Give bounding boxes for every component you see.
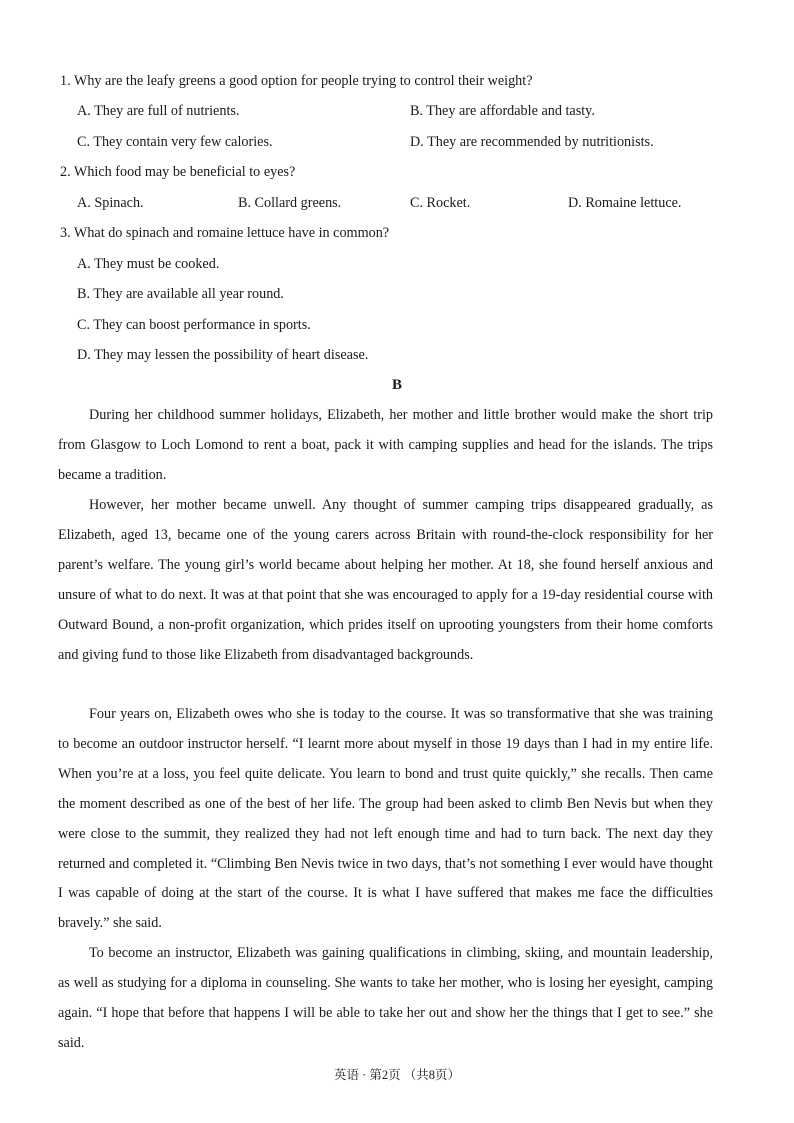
question-1-option-a: A. They are full of nutrients. bbox=[77, 103, 240, 119]
question-1-option-b: B. They are affordable and tasty. bbox=[410, 103, 595, 119]
question-3-stem: 3. What do spinach and romaine lettuce have in common? bbox=[60, 225, 390, 241]
section-b-title: B bbox=[391, 377, 402, 393]
passage-paragraph-2: However, her mother became unwell. Any thought of summer camping trips disappeared gradually, as Elizabeth, aged 13, became one of the young carers across Britain with round-the-clock responsibility for her parent’s welfare. The young girl’s world became about helping her mother. At 18, she found herself anxious and unsure of what to do next. It was at that point that she was encouraged to apply for a 19-day residential course with Outward Bound, a non-profit organization, which prides itself on uprooting youngsters from their home comforts and giving fund to those like Elizabeth from disadvantaged backgrounds. bbox=[58, 497, 713, 663]
question-3-option-c: C. They can boost performance in sports. bbox=[77, 317, 311, 333]
question-1-option-d: D. They are recommended by nutritionists. bbox=[410, 134, 654, 150]
question-1-stem: 1. Why are the leafy greens a good option for people trying to control their weight? bbox=[60, 73, 533, 89]
question-1-option-c: C. They contain very few calories. bbox=[77, 134, 273, 150]
passage-paragraph-4: To become an instructor, Elizabeth was gaining qualifications in climbing, skiing, and mountain leadership, as well as studying for a diploma in counseling. She wants to take her mother, who is losing her eyesight, camping again. “I hope that before that happens I will be able to take her out and show her the things that I get to see.” she said. bbox=[58, 945, 713, 1051]
question-2-option-d: D. Romaine lettuce. bbox=[568, 195, 682, 211]
question-3-option-b: B. They are available all year round. bbox=[77, 286, 284, 302]
question-2-stem: 2. Which food may be beneficial to eyes? bbox=[60, 164, 296, 180]
passage-paragraph-3: Four years on, Elizabeth owes who she is today to the course. It was so transformative that she was training to become an outdoor instructor herself. “I learnt more about myself in those 19 days than I had in my entire life. When you’re at a loss, you feel quite delicate. You learn to bond and trust quite quickly,” she recalls. Then came the moment described as one of the best of her life. The group had been asked to climb Ben Nevis but when they were close to the summit, they realized they had not left enough time and had to turn back. The next day they returned and completed it. “Climbing Ben Nevis twice in two days, that’s not something I ever would have thought I was capable of doing at the start of the course. It is what I have suffered that makes me face the difficulties bravely.” she said. bbox=[58, 706, 713, 932]
page-footer: 英语 · 第2页 （共8页） bbox=[333, 1068, 461, 1082]
question-3-option-a: A. They must be cooked. bbox=[77, 256, 220, 272]
question-3-option-d: D. They may lessen the possibility of heart disease. bbox=[77, 347, 369, 363]
question-2-option-b: B. Collard greens. bbox=[238, 195, 342, 211]
passage-paragraph-1: During her childhood summer holidays, Elizabeth, her mother and little brother would make the short trip from Glasgow to Loch Lomond to rent a boat, pack it with camping supplies and head for the islands. The trips became a tradition. bbox=[58, 407, 713, 483]
question-2-option-c: C. Rocket. bbox=[410, 195, 471, 211]
question-2-option-a: A. Spinach. bbox=[77, 195, 144, 211]
